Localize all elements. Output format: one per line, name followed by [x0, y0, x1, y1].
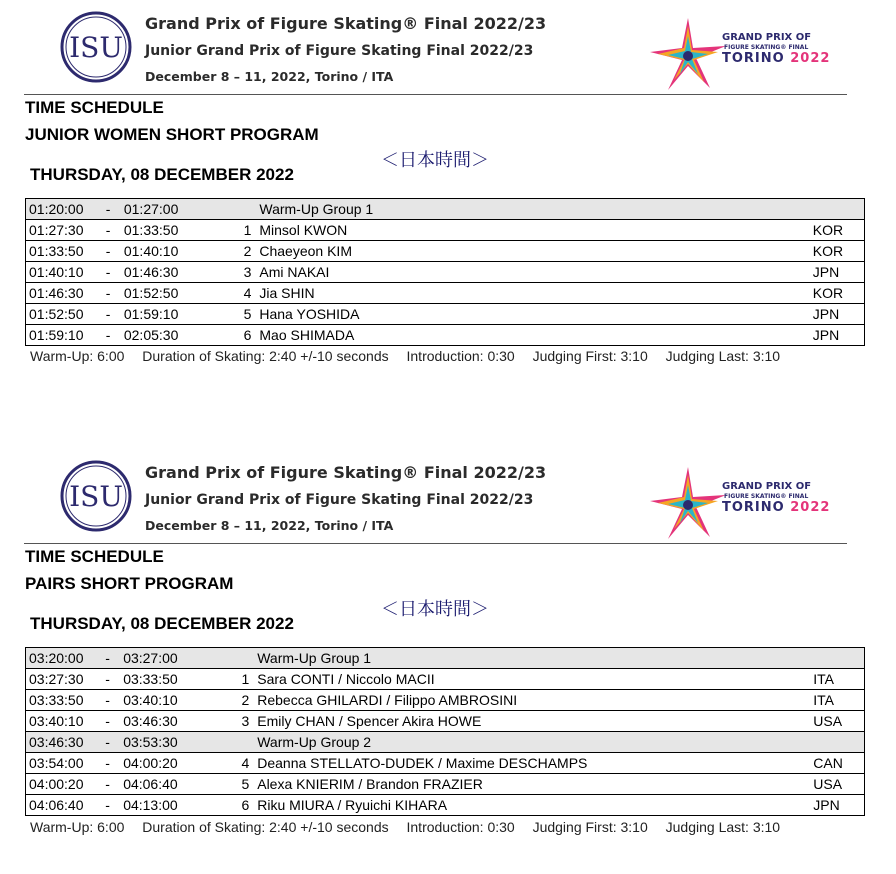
table-row: [26, 220, 865, 241]
footer-duration: Duration of Skating: 2:40 +/-10 seconds: [142, 348, 389, 364]
end-time: 03:40:10: [117, 690, 202, 711]
schedule-footer: [30, 819, 794, 835]
schedule-table: [25, 198, 865, 346]
starburst-icon: [648, 16, 728, 96]
start-time: 03:33:50: [26, 690, 99, 711]
start-time: 01:40:10: [26, 262, 99, 283]
footer-judging-first: Judging First: 3:10: [532, 819, 648, 835]
starburst-icon: [648, 465, 728, 545]
gp-logo-line2: FIGURE SKATING® FINAL: [724, 44, 809, 51]
nation: USA: [813, 774, 864, 795]
table-row: [26, 262, 865, 283]
time-dash: -: [98, 690, 117, 711]
gp-logo-city-year: TORINO 2022: [722, 51, 831, 66]
footer-duration: Duration of Skating: 2:40 +/-10 seconds: [142, 819, 389, 835]
end-time: 02:05:30: [118, 325, 203, 346]
skater-name: Minsol KWON: [259, 220, 812, 241]
timezone-note: ＜日本時間＞: [381, 599, 489, 620]
nation: [813, 732, 864, 753]
time-dash: -: [98, 283, 117, 304]
footer-introduction: Introduction: 0:30: [406, 819, 515, 835]
start-time: 03:27:30: [26, 669, 99, 690]
header-divider: [24, 94, 847, 95]
time-dash: -: [98, 732, 117, 753]
table-row: [26, 711, 865, 732]
start-time: 01:52:50: [26, 304, 99, 325]
footer-judging-last: Judging Last: 3:10: [665, 348, 781, 364]
skater-name: Jia SHIN: [259, 283, 812, 304]
table-row: [26, 774, 865, 795]
event-dates-venue: December 8 – 11, 2022, Torino / ITA: [145, 518, 394, 533]
start-time: 03:54:00: [26, 753, 99, 774]
start-number: 5: [202, 774, 258, 795]
gp-logo-city-year: TORINO 2022: [722, 500, 831, 515]
gp-logo-line1: GRAND PRIX OF: [722, 481, 812, 492]
start-time: 01:46:30: [26, 283, 99, 304]
start-time: 01:33:50: [26, 241, 99, 262]
junior-event-title: Junior Grand Prix of Figure Skating Final 2022/23: [145, 492, 534, 508]
nation: KOR: [813, 220, 865, 241]
nation: [813, 199, 865, 220]
skater-name: Ami NAKAI: [259, 262, 812, 283]
nation: KOR: [813, 283, 865, 304]
svg-text:ISU: ISU: [69, 31, 123, 64]
table-row: [26, 325, 865, 346]
start-number: 6: [202, 795, 258, 816]
start-time: 01:20:00: [26, 199, 99, 220]
gp-logo-line1: GRAND PRIX OF: [722, 32, 812, 43]
event-title: Grand Prix of Figure Skating® Final 2022/23: [145, 463, 547, 482]
end-time: 03:27:00: [117, 648, 202, 669]
start-number: 6: [203, 325, 259, 346]
end-time: 04:13:00: [117, 795, 202, 816]
footer-judging-first: Judging First: 3:10: [532, 348, 648, 364]
time-dash: -: [98, 669, 117, 690]
footer-warmup: Warm-Up: 6:00: [30, 819, 125, 835]
time-dash: -: [98, 241, 117, 262]
start-time: 03:40:10: [26, 711, 99, 732]
time-dash: -: [98, 774, 117, 795]
time-dash: -: [98, 262, 117, 283]
footer-introduction: Introduction: 0:30: [406, 348, 515, 364]
start-number: [203, 199, 259, 220]
schedule-table: [25, 647, 865, 816]
skater-name: Chaeyeon KIM: [259, 241, 812, 262]
isu-logo: [60, 460, 132, 532]
skater-name: Alexa KNIERIM / Brandon FRAZIER: [257, 774, 813, 795]
start-number: [202, 732, 258, 753]
end-time: 01:52:50: [118, 283, 203, 304]
table-row: [26, 241, 865, 262]
footer-judging-last: Judging Last: 3:10: [665, 819, 781, 835]
skater-name: Riku MIURA / Ryuichi KIHARA: [257, 795, 813, 816]
time-dash: -: [98, 220, 117, 241]
table-row: [26, 690, 865, 711]
schedule-day: THURSDAY, 08 DECEMBER 2022: [30, 614, 294, 633]
nation: JPN: [813, 262, 865, 283]
end-time: 01:46:30: [118, 262, 203, 283]
grand-prix-final-logo: [648, 16, 838, 96]
start-time: 03:46:30: [26, 732, 99, 753]
time-dash: -: [98, 648, 117, 669]
time-dash: -: [98, 325, 117, 346]
table-row: [26, 283, 865, 304]
end-time: 01:33:50: [118, 220, 203, 241]
event-dates-venue: December 8 – 11, 2022, Torino / ITA: [145, 69, 394, 84]
warmup-row: [26, 732, 865, 753]
start-number: 5: [203, 304, 259, 325]
skater-name: Rebecca GHILARDI / Filippo AMBROSINI: [257, 690, 813, 711]
start-number: 3: [203, 262, 259, 283]
skater-name: Mao SHIMADA: [259, 325, 812, 346]
time-dash: -: [98, 711, 117, 732]
nation: ITA: [813, 690, 864, 711]
start-time: 01:59:10: [26, 325, 99, 346]
skater-name: Warm-Up Group 2: [257, 732, 813, 753]
nation: USA: [813, 711, 864, 732]
start-time: 04:06:40: [26, 795, 99, 816]
start-number: 1: [203, 220, 259, 241]
heading-program: PAIRS SHORT PROGRAM: [25, 574, 234, 593]
start-number: 2: [202, 690, 258, 711]
time-dash: -: [98, 199, 117, 220]
table-row: [26, 669, 865, 690]
table-row: [26, 304, 865, 325]
end-time: 03:33:50: [117, 669, 202, 690]
heading-program: JUNIOR WOMEN SHORT PROGRAM: [25, 125, 319, 144]
grand-prix-final-logo: [648, 465, 838, 545]
footer-warmup: Warm-Up: 6:00: [30, 348, 125, 364]
timezone-note: ＜日本時間＞: [381, 150, 489, 171]
skater-name: Deanna STELLATO-DUDEK / Maxime DESCHAMPS: [257, 753, 813, 774]
nation: CAN: [813, 753, 864, 774]
table-row: [26, 795, 865, 816]
nation: JPN: [813, 304, 865, 325]
end-time: 03:46:30: [117, 711, 202, 732]
start-number: 4: [202, 753, 258, 774]
start-number: 3: [202, 711, 258, 732]
event-title: Grand Prix of Figure Skating® Final 2022/23: [145, 14, 547, 33]
end-time: 01:27:00: [118, 199, 203, 220]
svg-text:ISU: ISU: [69, 480, 123, 513]
warmup-row: [26, 648, 865, 669]
schedule-footer: [30, 348, 794, 364]
header-divider: [24, 543, 847, 544]
start-number: 1: [202, 669, 258, 690]
end-time: 01:40:10: [118, 241, 203, 262]
end-time: 03:53:30: [117, 732, 202, 753]
end-time: 01:59:10: [118, 304, 203, 325]
start-number: 4: [203, 283, 259, 304]
nation: [813, 648, 864, 669]
skater-name: Emily CHAN / Spencer Akira HOWE: [257, 711, 813, 732]
nation: KOR: [813, 241, 865, 262]
nation: JPN: [813, 325, 865, 346]
heading-time-schedule: TIME SCHEDULE: [25, 98, 164, 117]
skater-name: Sara CONTI / Niccolo MACII: [257, 669, 813, 690]
skater-name: Hana YOSHIDA: [259, 304, 812, 325]
start-time: 01:27:30: [26, 220, 99, 241]
heading-time-schedule: TIME SCHEDULE: [25, 547, 164, 566]
end-time: 04:00:20: [117, 753, 202, 774]
end-time: 04:06:40: [117, 774, 202, 795]
start-time: 03:20:00: [26, 648, 99, 669]
start-number: [202, 648, 258, 669]
junior-event-title: Junior Grand Prix of Figure Skating Final 2022/23: [145, 43, 534, 59]
isu-logo: [60, 11, 132, 83]
nation: JPN: [813, 795, 864, 816]
time-dash: -: [98, 795, 117, 816]
table-row: [26, 753, 865, 774]
skater-name: Warm-Up Group 1: [259, 199, 812, 220]
time-dash: -: [98, 304, 117, 325]
nation: ITA: [813, 669, 864, 690]
time-dash: -: [98, 753, 117, 774]
skater-name: Warm-Up Group 1: [257, 648, 813, 669]
warmup-row: [26, 199, 865, 220]
gp-logo-line2: FIGURE SKATING® FINAL: [724, 493, 809, 500]
schedule-day: THURSDAY, 08 DECEMBER 2022: [30, 165, 294, 184]
start-number: 2: [203, 241, 259, 262]
start-time: 04:00:20: [26, 774, 99, 795]
